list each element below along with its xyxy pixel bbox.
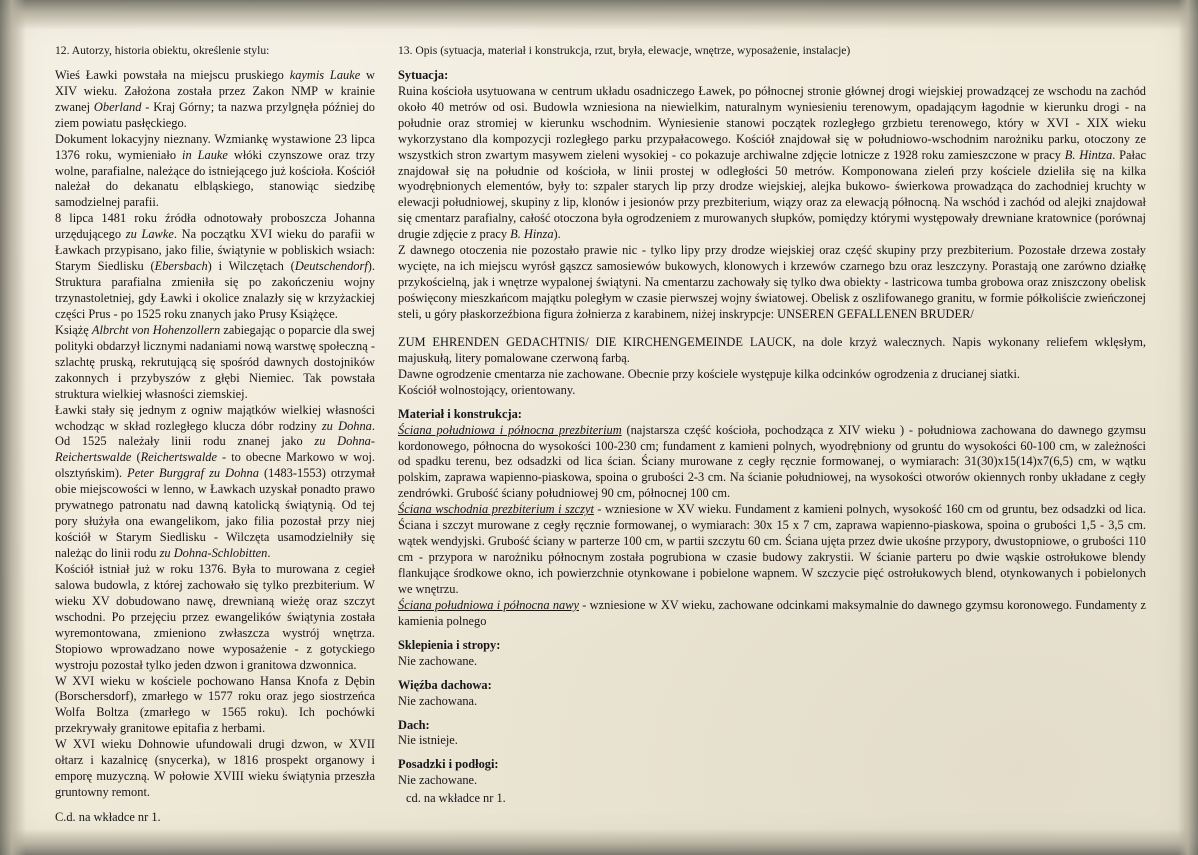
left-paragraph: W XVI wieku Dohnowie ufundowali drugi dzwon, w XVII ołtarz i kazalnicę (snycerka), w 1816 prospekt organowy i emporę muzyczną. W połowie XVIII wieku świątynia przeszła gruntowny remont. (55, 737, 375, 800)
right-column-footer: cd. na wkładce nr 1. (406, 791, 506, 806)
section-paragraph: Dawne ogrodzenie cmentarza nie zachowane. Obecnie przy kościele występuje kilka odcinków ogrodzenia z drucianej siatki. (398, 366, 1021, 381)
section-title: Sklepienia i stropy: (398, 637, 501, 652)
section-title: Materiał i konstrukcja: (398, 406, 522, 421)
section-paragraph: Nie zachowane. (398, 653, 478, 668)
left-column-header: 12. Autorzy, historia obiektu, określenie stylu: (55, 44, 270, 57)
section-title: Sytuacja: (398, 67, 449, 82)
right-column-header: 13. Opis (sytuacja, materiał i konstrukcja, rzut, bryła, elewacje, wnętrze, wyposażenie, instalacje) (398, 44, 851, 57)
left-paragraph: 8 lipca 1481 roku źródła odnotowały proboszcza Johanna urzędującego zu Lawke. Na początku XVI wieku do parafii w Ławkach przypisano, jako filie, świątynie w pobliskich wsiach: Starym Siedlisku (Ebersbach) i Wilczętach (Deutschendorf). Struktura parafialna zmieniła się po zakończeniu wojny trzynastoletniej, gdy Ławki i okolice znalazły się w krzyżackiej części Prus - po 1525 roku znanych jako Prusy Książęce. (55, 211, 375, 321)
section-paragraph: Nie istnieje. (398, 733, 458, 748)
section-paragraph: Kościół wolnostojący, orientowany. (398, 382, 576, 397)
left-paragraph: Dokument lokacyjny nieznany. Wzmiankę wystawione 23 lipca 1376 roku, wymieniało in Lauke włóki czynszowe oraz trzy wolne, parafialne, należące do istniejącego już kościoła. Kościół należał do dekanatu elbląskiego, stanowiąc siedzibę samodzielnej parafii. (55, 131, 375, 210)
section-title: Posadzki i podłogi: (398, 757, 499, 772)
right-column-body (398, 68, 1146, 789)
right-column (398, 44, 1146, 807)
section-paragraph: Ściana południowa i północna nawy - wzniesione w XV wieku, zachowane odcinkami maksymalnie do dawnego gzymsu koronowego. Fundamenty z kamienia polnego (398, 597, 1146, 628)
section-paragraph: Ściana południowa i północna prezbiterium (najstarsza część kościoła, pochodząca z XIV wieku ) - południowa zachowana do dawnego gzymsu kordonowego, północna do wysokości 100-230 cm; fundament z kamieni polnych, wyodrębniony od gruntu do wysokości 60-100 cm, w zależności od spadku terenu, bez odsadzki od lica ścian. Ściany murowane z cegły ręcznie formowanej, o wymiarach: 31(30)x15(14)x7(6,5) cm, w wątku polskim, zaprawa wapienno-piaskowa, spoina o grubości 2-3 cm. Na ścianie południowej, na wysokości otworów okiennych ronby układane z cegły zendrówki. Grubość ściany południowej 90 cm, północnej 100 cm. (398, 422, 1146, 501)
section-title: Dach: (398, 717, 430, 732)
section-paragraph: Ruina kościoła usytuowana w centrum układu osadniczego Ławek, po północnej stronie głównej drogi wiejskiej prowadzącej ze wschodu na zachód około 40 metrów od osi. Budowla wzniesiona na niewielkim, naturalnym wyniesieniu terenowym, opadającym łagodnie w kierunku drogi - na południe oraz stromiej w kierunku wschodnim. Wyniesienie stanowi początek rozległego grzbietu terenowego, który w XVI - XIX wieku wykorzystano dla kompozycji rozległego parku przypałacowego. Kościół znajdował się w południowo-wschodnim narożniku parku, otoczony ze wszystkich stron zwartym masywem zieleni wysokiej - co pokazuje archiwalne zdjęcie lotnicze z 1928 roku zamieszczone w pracy B. Hintza. Pałac znajdował się na południe od kościoła, w linii prostej w odległości 50 metrów. Komponowana zieleń przy kościele dzieliła się na kilka wyodrębnionych elementów, były to: szpaler starych lip przy drodze wiejskiej, alejka bukowo- świerkowa prowadząca do zachodniej kruchty w elewacji południowej, skupiny z lip, klonów i jesionów przy prezbiterium, wiązy oraz za elewacją północną. Na wschód i zachód od alejki znajdował się cmentarz parafialny, całość otoczona była ogrodzeniem z murowanych słupków, pomiędzy którymi występowały drewniane kratownice (porównaj drugie zdjęcie z pracy B. Hinza). (398, 83, 1146, 242)
left-paragraph: Wieś Ławki powstała na miejscu pruskiego kaymis Lauke w XIV wieku. Założona została przez Zakon NMP w krainie zwanej Oberland - Kraj Górny; ta nazwa przylgnęła później do ziem powiatu pasłęckiego. (55, 67, 376, 130)
left-paragraph: W XVI wieku w kościele pochowano Hansa Knofa z Dębin (Borschersdorf), zmarłego w 1577 roku oraz jego siostrzeńca Wolfa Boltza (zmarłego w 1565 roku). Ich pochówki przekrywały granitowe epitafia z herbami. (55, 673, 375, 736)
section-title: Więźba dachowa: (398, 677, 492, 692)
section-paragraph: Ściana wschodnia prezbiterium i szczyt - wzniesione w XV wieku. Fundament z kamieni polnych, wysokość 160 cm od gruntu, bez odsadzki od lica. Ściana i szczyt murowane z cegły ręcznie formowanej, o wymiarach: 30x 15 x 7 cm, zaprawa wapienno-piaskowa, spoina o grubości 1,5 - 3,5 cm. wątek wendyjski. Grubość ściany w parterze 100 cm, w partii szczytu 60 cm. Ściana ujęta przez dwie ukośne przypory, dwustopniowe, o grubości 110 cm - przypora w narożniku północnym została pogrubiona w czasie budowy zakrystii. W ścianie parteru po dwie wąskie ostrołukowe blendy flankujące środkowe okno, ich powierzchnie otynkowane i pobielone wapnem. W szczycie pięć ostrołukowych blend, otynkowanych i pobielonych we wnętrzu. (398, 502, 1146, 596)
section-paragraph: Nie zachowane. (398, 773, 478, 788)
scan-edge-left (0, 0, 26, 855)
scan-edge-bottom (0, 829, 1198, 855)
scan-edge-top (0, 0, 1198, 30)
left-paragraph: Książę Albrcht von Hohenzollern zabiegając o poparcie dla swej polityki obdarzył licznymi nadaniami nową warstwę społeczną - szlachtę pruską, rekrutującą się spośród dawnych dostojników zakonnych i przybyszów z głębi Niemiec. Tak powstała struktura wielkiej własności ziemskiej. (55, 322, 376, 401)
section-paragraph: Z dawnego otoczenia nie pozostało prawie nic - tylko lipy przy drodze wiejskiej oraz część skupiny przy prezbiterium. Pozostałe drzewa zostały wycięte, na ich miejscu wyrósł gąszcz samosiewów bukowych, klonowych i krzewów czarnego bzu oraz leszczyny. Porastają one zarówno działkę przykościelną, jak i wnętrze wypalonej świątyni. Na cmentarzu zachowały się tylko dwa obiekty - lastricowa tumba grobowa oraz zniszczony obelisk poświęcony mieszkańcom majątku poległym w czasie pierwszej wojny światowej. Obelisk z oszlifowanego granitu, w formie półkoliście zwieńczonej steli, u góry płaskorzeźbiona figura żołnierza z karabinem, niżej inskrypcje: UNSEREN GEFALLENEN BRUDER/ (398, 243, 1146, 321)
left-column (55, 44, 375, 826)
left-column-body (55, 68, 375, 801)
left-paragraph: Ławki stały się jednym z ogniw majątków wielkiej własności wchodząc w skład rozległego klucza dóbr rodziny zu Dohna. Od 1525 należały linii rodu znanej jako zu Dohna-Reichertswalde (Reichertswalde - to obecne Markowo w woj. olsztyńskim). Peter Burggraf zu Dohna (1483-1553) otrzymał obie miejscowości w lenno, w Ławkach uzyskał ponadto prawo prywatnego patronatu nad dawną katolicką świątynią. Od tej pory służyła ona ewangelikom, jako filia pozostał przy niej kościół w Starym Siedlisku - Wilczęta usamodzielniły się należąc do linii rodu zu Dohna-Schlobitten. (55, 402, 375, 561)
left-column-footer: C.d. na wkładce nr 1. (55, 810, 161, 825)
left-paragraph: Kościół istniał już w roku 1376. Była to murowana z cegieł salowa budowla, z której zachowało się tylko prezbiterium. W wieku XV dobudowano nawę, drewnianą wieżę oraz szczyt wschodni. Po przejęciu przez ewangelików świątynia została wyremontowana, zmieniono zwłaszcza wystrój wnętrza. Stopiowo wprowadzano nowe wyposażenie - z gotyckiego wystroju pozostał tylko jeden dzwon i granitowa dzwonnica. (55, 561, 375, 672)
section-paragraph: ZUM EHRENDEN GEDACHTNIS/ DIE KIRCHENGEMEINDE LAUCK, na dole krzyż walecznych. Napis wykonany reliefem wklęsłym, majuskułą, litery pomalowane czerwoną farbą. (398, 334, 1146, 365)
scan-edge-right (1178, 0, 1198, 855)
section-paragraph: Nie zachowana. (398, 693, 478, 708)
